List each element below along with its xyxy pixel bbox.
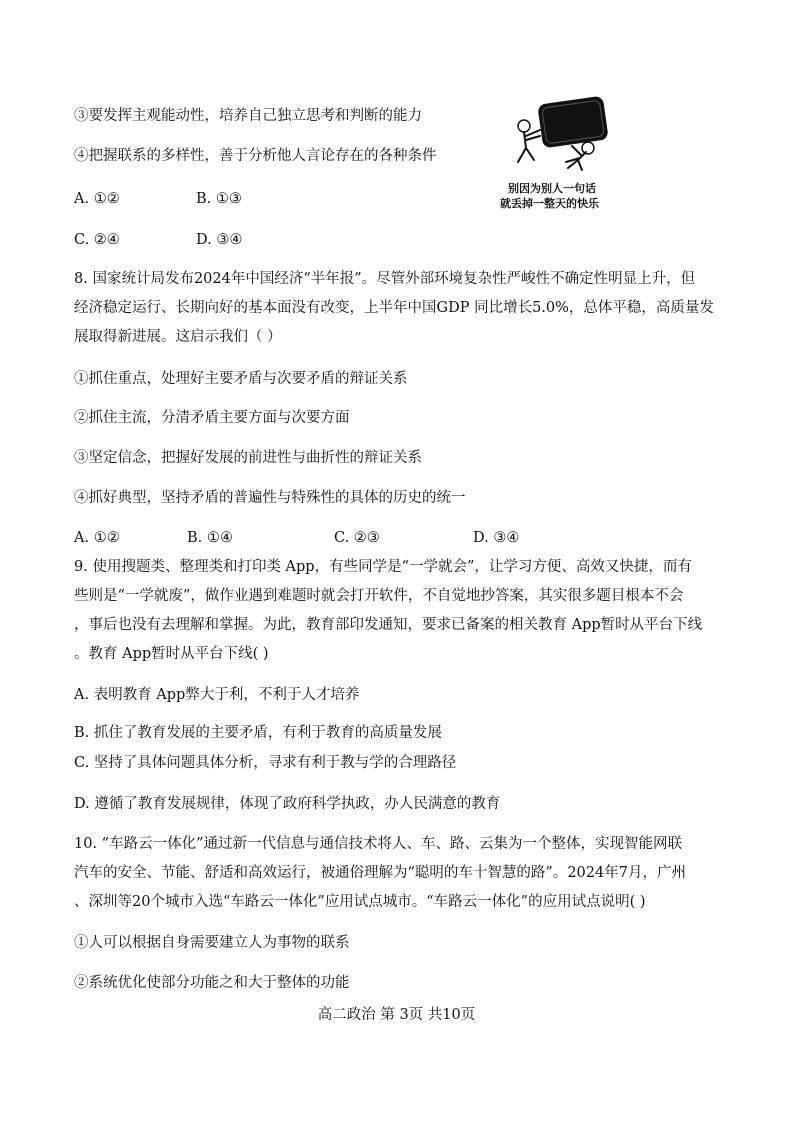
- q8-statement-1: ①抓住重点，处理好主要矛盾与次要矛盾的辩证关系: [74, 371, 408, 387]
- q7-option-a: A. ①②: [74, 191, 120, 207]
- q8-stem-line-2: 经济稳定运行、长期向好的基本面没有改变，上半年中国GDP 同比增长5.0%，总体平稳，高质量发: [74, 300, 714, 316]
- cartoon-caption-1: 别因为别人一句话: [508, 182, 596, 195]
- q9-stem-line-1: 9. 使用搜题类、整理类和打印类 App，有些同学是“一学就会”，让学习方便、高效又快捷，而有: [74, 559, 692, 575]
- q9-stem-line-3: ，事后也没有去理解和掌握。为此，教育部印发通知，要求已备案的相关教育 App暂时从平台下线: [74, 617, 703, 633]
- q7-option-c: C. ②④: [74, 232, 120, 248]
- q7-statement-3: ③要发挥主观能动性，培养自己独立思考和判断的能力: [74, 108, 422, 124]
- q8-stem-line-1: 8. 国家统计局发布2024年中国经济“半年报”。尽管外部环境复杂性严峻性不确定性明显上升，但: [74, 271, 696, 287]
- q9-stem-line-4: 。教育 App暂时从平台下线( ): [74, 646, 269, 662]
- q8-stem-line-3: 展取得新进展。这启示我们（ ）: [74, 329, 282, 345]
- q8-option-c: C. ②③: [334, 530, 380, 546]
- q9-option-d: D. 遵循了教育发展规律，体现了政府科学执政，办人民满意的教育: [74, 796, 501, 812]
- q8-option-a: A. ①②: [74, 530, 120, 546]
- q10-stem-line-2: 汽车的安全、节能、舒适和高效运行，被通俗理解为“聪明的车十智慧的路”。2024年7月，广州: [74, 865, 686, 881]
- q9-option-a: A. 表明教育 App弊大于利，不利于人才培养: [74, 687, 360, 703]
- q9-option-c: C. 坚持了具体问题具体分析，寻求有利于教与学的合理路径: [74, 755, 457, 771]
- q10-statement-1: ①人可以根据自身需要建立人为事物的联系: [74, 935, 350, 951]
- q9-stem-line-2: 些则是“一学就废”，做作业遇到难题时就会打开软件，不自觉地抄答案，其实很多题目根本不会: [74, 588, 684, 604]
- q7-option-b: B. ①③: [196, 191, 242, 207]
- q8-statement-3: ③坚定信念，把握好发展的前进性与曲折性的辩证关系: [74, 450, 422, 466]
- q8-statement-2: ②抓住主流，分清矛盾主要方面与次要方面: [74, 410, 350, 426]
- q7-option-d: D. ③④: [196, 232, 243, 248]
- q8-option-d: D. ③④: [473, 530, 520, 546]
- page-footer: 高二政治 第 3页 共10页: [317, 1007, 476, 1023]
- q7-statement-4: ④把握联系的多样性，善于分析他人言论存在的各种条件: [74, 148, 437, 164]
- q8-option-b: B. ①④: [187, 530, 233, 546]
- q9-option-b: B. 抓住了教育发展的主要矛盾，有利于教育的高质量发展: [74, 725, 442, 741]
- q8-statement-4: ④抓好典型，坚持矛盾的普遍性与特殊性的具体的历史的统一: [74, 490, 466, 506]
- cartoon-caption-2: 就丢掉一整天的快乐: [500, 197, 599, 210]
- q10-statement-2: ②系统优化使部分功能之和大于整体的功能: [74, 975, 350, 991]
- q10-stem-line-1: 10. “车路云一体化”通过新一代信息与通信技术将人、车、路、云集为一个整体，实现智能网联: [74, 836, 682, 852]
- q10-stem-line-3: 、深圳等20个城市入选“车路云一体化”应用试点城市。“车路云一体化”的应用试点说明( ): [74, 894, 646, 910]
